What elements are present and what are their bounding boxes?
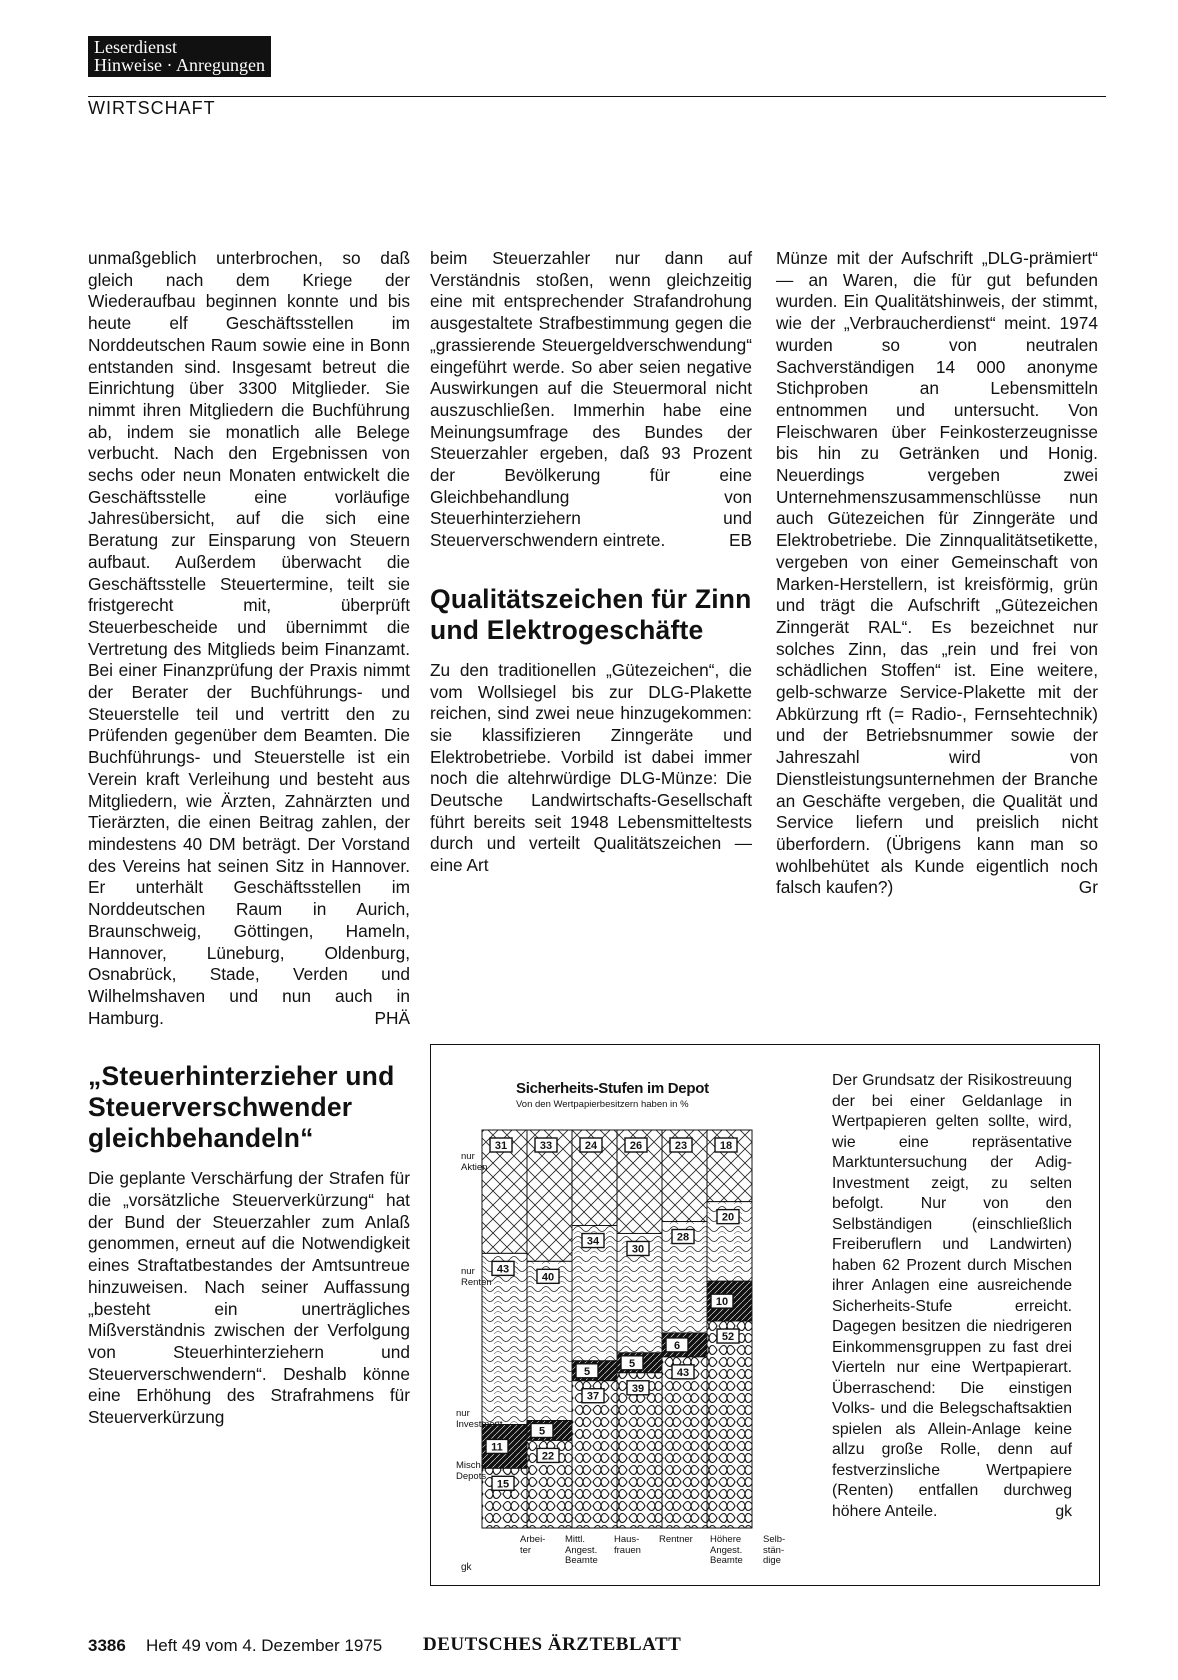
value-label: 6 <box>673 1339 681 1352</box>
category-label-selbstaendige: Selb- stän- dige <box>763 1534 786 1566</box>
bars-layer <box>482 1130 752 1528</box>
value-label: 15 <box>496 1478 510 1491</box>
value-label: 26 <box>629 1140 643 1152</box>
value-label: 31 <box>494 1140 508 1152</box>
col1-text: unmaßgeblich unterbrochen, so daß gleich nach dem Kriege der Wiederaufbau beginnen konnte und bis heute elf Geschäftsstellen im Norddeutschen Raum sowie eine in Bonn entstanden sind. Insgesamt betreut die Einrichtung über 3300 Mitglieder. Sie nimmt ihren Mitgliedern die Buchführung ab, indem sie monatlich alle Belege verbucht. Nach den Ergebnissen von sechs oder neun Monaten entwickelt die Geschäftsstelle eine vorläufige Jahresübersicht, auf die sich eine Beratung zur Einsparung von Steuern aufbaut. Außerdem überwacht die Geschäftsstelle Steuertermine, teilt sie fristgerecht mit, überprüft Steuerbescheide und übernimmt die Vertretung des Mitglieds beim Finanzamt. Bei einer Finanzprüfung der Praxis nimmt der Berater der Buchführungs- und Steuerstelle teil und vertritt den zu Prüfenden gegenüber dem Beamten. Die Buchführungs- und Steuerstelle ist ein Verein kraft Verleihung und besteht aus Mitgliedern, wie Ärzten, Zahnärzten und Tierärzten, die einen Beitrag zahlen, der mindestens 40 DM beträgt. Der Vorstand des Vereins hat seinen Sitz in Hannover. Er unterhält Geschäftsstellen im Norddeutschen Raum in Aurich, Braunschweig, Göttingen, Hameln, Hannover, Lüneburg, Oldenburg, Osnabrück, Stade, Verden und Wilhelmshaven und nun auch in Hamburg. <box>88 248 410 1028</box>
series-label-investment: nur Investment <box>456 1408 503 1430</box>
value-label: 23 <box>674 1140 688 1152</box>
value-label: 43 <box>676 1366 690 1379</box>
value-label: 18 <box>719 1140 733 1152</box>
category-label-arbeiter: Arbei- ter <box>520 1534 546 1556</box>
col3-text: Münze mit der Aufschrift „DLG-prämiert“ — an Waren, die für gut befunden wurden. Ein Qualitätshinweis, der stimmt, wie der „Verbraucherdienst“ meint. 1974 wurden so von neutralen Sachverständigen 14 000 anonyme Stichproben an Lebensmitteln entnommen und untersucht. Von Fleischwaren über Feinkosterzeugnisse bis hin zu Getränken und Honig. Neuerdings vergeben zwei Unternehmenszusammenschlüsse nun auch Gütezeichen für Zinngeräte und Elektrobetriebe. Die Zinnqualitätsetikette, vergeben von einer Gemeinschaft von Marken-Herstellern, ist kreisförmig, grün und trägt die Aufschrift „Gütezeichen Zinngerät RAL“. Es bezeichnet nur solches Zinn, das „rein und frei von schädlichen Stoffen“ ist. Eine weitere, gelb-schwarze Service-Plakette mit der Abkürzung rft (= Radio-, Fernsehtechnik) und der Betriebsnummer sowie der Jahreszahl wird von Dienstleistungsunternehmen der Branche an Geschäfte vergeben, die Qualität und Service liefern und preislich nicht überfordern. (Übrigens kann man so wohlbehütet als Kunde eigentlich noch falsch kaufen?) <box>776 248 1098 898</box>
value-label: 30 <box>631 1243 645 1256</box>
article-heading: Qualitätszeichen für Zinn und Elektrogeschäfte <box>430 583 752 645</box>
value-label: 37 <box>586 1390 600 1403</box>
value-label: 5 <box>583 1365 591 1378</box>
section-title: WIRTSCHAFT <box>88 98 216 118</box>
figure-caption-body: Der Grundsatz der Risikostreuung der bei einer Geldanlage in Wertpapieren gelten sollte, wird, wie eine repräsentative Marktuntersuchung der Adig-Investment zeigt, zu selten befolgt. Nur von den Selbständigen (einschließlich Freiberuflern und Landwirten) haben 62 Prozent durch Mischen ihrer Anlagen eine ausreichende Sicherheits-Stufe erreicht. Dagegen besitzen die niedrigeren Einkommensgruppen zu fast drei Vierteln nur eine Wertpapierart. Überraschend: Die einstigen Volks- und die Belegschaftsaktien spielen als Allein-Anlage keine allzu große Rolle, denn auf festverzinsliche Wertpapiere (Renten) entfallen durchweg höhere Anteile. <box>832 1072 1072 1520</box>
issue-info: Heft 49 vom 4. Dezember 1975 <box>146 1636 383 1655</box>
column-2 <box>430 248 752 877</box>
value-label: 20 <box>721 1211 735 1224</box>
author-initials: EB <box>728 530 752 551</box>
value-label: 52 <box>721 1331 735 1344</box>
col2-paragraph <box>430 248 752 552</box>
series-label-aktien: nur Aktien <box>461 1151 488 1173</box>
author-initials: gk <box>1055 1502 1072 1520</box>
author-initials: PHÄ <box>374 1007 410 1028</box>
col1-paragraph-2: Die geplante Verschärfung der Strafen für die „vorsätzliche Steuerverkürzung“ hat der Bund der Steuerzahler zum Anlaß genommen, erneut auf die Notwendigkeit eines Straftatbestandes der Amtsuntreue hinzuweisen. Nach seiner Auffassung „besteht ein unerträgliches Mißverständnis zwischen der Verfolgung von Steuerhinterziehern und Steuerverschwendern“. Deshalb könne eine Erhöhung des Strafrahmens für Steuerverkürzung <box>88 1168 410 1428</box>
col1-paragraph <box>88 248 410 1029</box>
value-label: 43 <box>496 1263 510 1276</box>
series-label-renten: nur Renten <box>461 1266 492 1288</box>
magazine-name: DEUTSCHES ÄRZTEBLATT <box>423 1634 682 1655</box>
stacked-bar-chart <box>430 1044 830 1584</box>
article-heading: „Steuerhinterzieher und Steuerverschwender gleichbehandeln“ <box>88 1061 395 1154</box>
value-label: 34 <box>586 1235 600 1248</box>
column-3 <box>776 248 1098 899</box>
page-number: 3386 <box>88 1636 126 1655</box>
value-label: 40 <box>541 1271 555 1284</box>
leserdienst-line1: Leserdienst <box>94 37 177 57</box>
chart-credit: gk <box>461 1562 472 1573</box>
value-label: 22 <box>541 1450 555 1463</box>
bar-segment-misch <box>662 1357 707 1528</box>
bar-segment-misch <box>617 1373 662 1528</box>
header-rule <box>88 96 1106 97</box>
chart-subtitle: Von den Wertpapierbesitzern haben in % <box>516 1099 689 1110</box>
category-label-hausfrauen: Haus- frauen <box>614 1534 641 1556</box>
category-label-hoehere-angest: Höhere Angest. Beamte <box>710 1534 743 1566</box>
col2-text: beim Steuerzahler nur dann auf Verständnis stoßen, wenn gleichzeitig eine mit entsprechender Strafandrohung ausgestaltete Strafbestimmung gegen die „grassierende Steuergeldverschwendung“ eingeführt werde. So aber seien negative Auswirkungen auf die Steuermoral nicht auszuschließen. Immerhin habe eine Meinungsumfrage des Bundes der Steuerzahler ergeben, daß 93 Prozent der Bevölkerung für eine Gleichbehandlung von Steuerhinterziehern und Steuerverschwendern eintrete. <box>430 248 752 551</box>
author-initials: Gr <box>1078 877 1098 898</box>
col2-paragraph-2: Zu den traditionellen „Gütezeichen“, die vom Wollsiegel bis zur DLG-Plakette reichen, sind zwei neue hinzugekommen: sie klassifizieren Zinngeräte und Elektrobetriebe. Vorbild ist dabei immer noch die altehrwürdige DLG-Münze: Die Deutsche Landwirtschafts-Gesellschaft führt bereits seit 1948 Lebensmitteltests durch und verteilt Qualitätszeichen — eine Art <box>430 659 752 876</box>
chart-title: Sicherheits-Stufen im Depot <box>516 1080 709 1097</box>
value-label: 33 <box>539 1140 553 1152</box>
value-label: 11 <box>491 1441 503 1454</box>
category-label-mittl-angest: Mittl. Angest. Beamte <box>565 1534 598 1566</box>
category-label-rentner: Rentner <box>659 1534 693 1545</box>
value-label: 5 <box>538 1425 546 1438</box>
bar-segment-misch <box>707 1321 752 1528</box>
column-1 <box>88 248 410 1429</box>
bar-segment-renten <box>527 1261 572 1420</box>
value-label: 24 <box>584 1140 598 1152</box>
series-label-misch: Misch- Depots <box>456 1460 487 1482</box>
value-label: 5 <box>628 1357 636 1370</box>
leserdienst-line2: Hinweise · Anregungen <box>94 55 265 75</box>
col3-paragraph <box>776 248 1098 899</box>
figure-caption-text <box>832 1071 1072 1522</box>
value-label: 10 <box>715 1296 729 1309</box>
leserdienst-label <box>88 36 271 77</box>
value-label: 28 <box>676 1231 690 1244</box>
value-label: 39 <box>631 1382 645 1395</box>
